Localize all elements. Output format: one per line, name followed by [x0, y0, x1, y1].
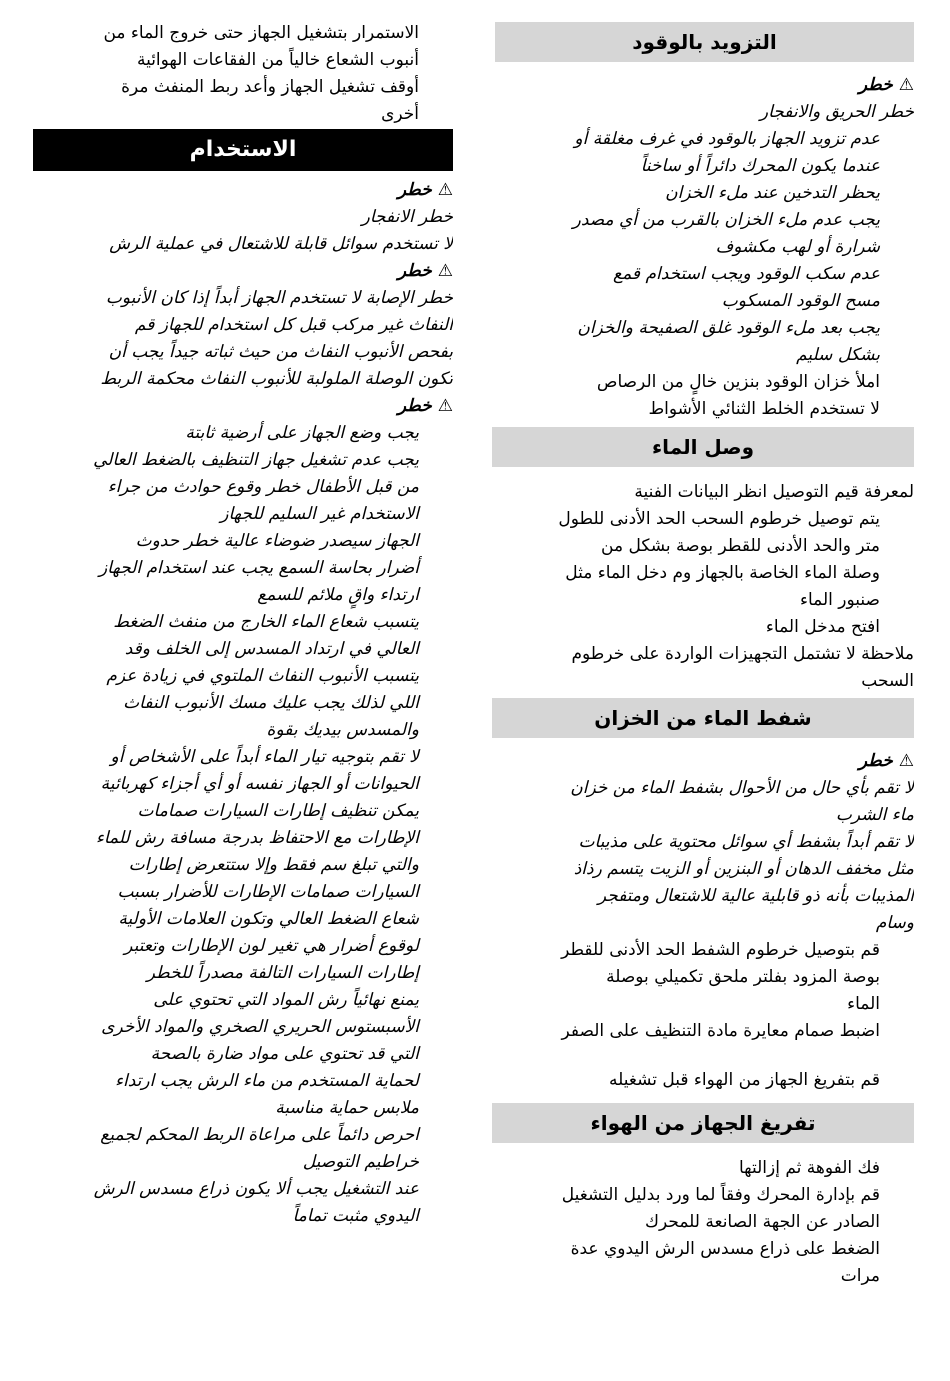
fuel-header: التزويد بالوقود	[495, 22, 914, 62]
usage-line: لا تقم بتوجيه تيار الماء أبداً على الأشخاص أو	[110, 747, 419, 767]
usage-line: خراطيم التوصيل	[302, 1152, 419, 1172]
usage-line: السيارات صمامات الإطارات للأضرار بسبب	[117, 882, 419, 902]
fuel-line: بشكل سليم	[796, 345, 880, 365]
usage-line: بفحص الأنبوب النفاث من حيث ثباته جيداً يجب أن	[108, 342, 453, 362]
usage-line: عند التشغيل يجب ألا يكون ذراع مسدس الرش	[93, 1179, 419, 1199]
water-note-line: ملاحظة لا تشتمل التجهيزات الواردة على خرطوم	[571, 644, 914, 664]
warning-triangle-icon: ⚠	[898, 751, 914, 771]
air-bleed-line: فك الفوهة ثم إزالتها	[738, 1158, 880, 1178]
tank-suction-line: بوصة المزود بفلتر ملحق تكميلي بوصلة	[606, 967, 880, 987]
usage-line: إطارات السيارات التالفة مصدراً للخطر	[146, 963, 419, 983]
tank-suction-warning-label: خطر	[858, 751, 893, 771]
usage-line: احرص دائماً على مراعاة الربط المحكم لجميع	[100, 1125, 419, 1145]
tank-suction-line: مثل مخفف الدهان أو البنزين أو الزيت يتسم رذاذ	[573, 859, 914, 879]
fuel-line: املأ خزان الوقود بنزين خالٍ من الرصاص	[596, 372, 880, 392]
usage-line: يمنع نهائياً رش المواد التي تحتوي على	[153, 990, 419, 1010]
air-bleed-section	[492, 1103, 914, 1290]
warning-triangle-icon: ⚠	[437, 261, 453, 281]
usage-warning-label: خطر	[397, 396, 432, 416]
usage-line: تكون الوصلة الملولبة للأنبوب النفاث محكمة الربط	[100, 369, 453, 389]
usage-section	[33, 129, 453, 1230]
top-text	[33, 20, 453, 128]
fuel-line: عدم تزويد الجهاز بالوقود في غرف مغلقة أو	[574, 129, 880, 149]
fuel-line: يجب بعد ملء الوقود غلق الصفيحة والخزان	[577, 318, 880, 338]
usage-line: العالي في ارتداد المسدس إلى الخلف وقد	[124, 639, 419, 659]
warning-triangle-icon: ⚠	[898, 75, 914, 95]
air-bleed-line: قم بإدارة المحرك وفقاً لما ورد بدليل التشغيل	[561, 1185, 880, 1205]
tank-suction-line: ماء الشرب	[835, 805, 914, 825]
top-line: أخرى	[381, 104, 419, 124]
usage-line: الاستخدام غير السليم للجهاز	[220, 504, 419, 524]
fuel-line: خطر الحريق والانفجار	[759, 102, 914, 122]
usage-line: والتي تبلغ سم فقط وإلا ستتعرض إطارات	[128, 855, 419, 875]
fuel-line: مسح الوقود المسكوب	[721, 291, 880, 311]
usage-line: خطر الإصابة لا تستخدم الجهاز أبداً إذا كان الأنبوب	[105, 288, 453, 308]
tank-suction-line: قم بتفريغ الجهاز من الهواء قبل تشغيله	[609, 1070, 880, 1090]
usage-line: شعاع الضغط العالي وتكون العلامات الأولية	[118, 909, 419, 929]
usage-line: الجهاز سيصدر ضوضاء عالية خطر حدوث	[135, 531, 419, 551]
fuel-warning	[495, 72, 914, 99]
water-line: لمعرفة قيم التوصيل انظر البيانات الفنية	[634, 482, 914, 502]
usage-line: لا تستخدم سوائل قابلة للاشتعال في عملية الرش	[109, 234, 453, 254]
top-line: أنبوب الشعاع خالياً من الفقاعات الهوائية	[136, 50, 419, 70]
usage-warning-label: خطر	[397, 261, 432, 281]
usage-line: التي قد تحتوي على مواد ضارة بالصحة	[150, 1044, 419, 1064]
usage-line: يتسبب شعاع الماء الخارج من منفث الضغط	[113, 612, 419, 632]
tank-suction-section	[492, 698, 914, 1094]
warning-triangle-icon: ⚠	[437, 396, 453, 416]
tank-suction-line: الماء	[847, 994, 880, 1014]
fuel-line: يحظر التدخين عند ملء الخزان	[665, 183, 880, 203]
air-bleed-line: الصادر عن الجهة الصانعة للمحرك	[644, 1212, 880, 1232]
usage-warning-label: خطر	[397, 180, 432, 200]
usage-line: الحيوانات أو الجهاز نفسه أو أي أجزاء كهربائية	[100, 774, 419, 794]
tank-suction-line: لا تقم أبداً بشفط أي سوائل محتوية على مذيبات	[578, 832, 914, 852]
tank-suction-line: لا تقم بأي حال من الأحوال بشفط الماء من خزان	[570, 778, 914, 798]
fuel-line: عدم سكب الوقود ويجب استخدام قمع	[613, 264, 880, 284]
tank-suction-line: قم بتوصيل خرطوم الشفط الحد الأدنى للقطر	[561, 940, 880, 960]
tank-suction-line: وسام	[875, 913, 914, 933]
usage-line: اللي لذلك يجب عليك مسك الأنبوب النفاث	[123, 693, 419, 713]
usage-line: من قبل الأطفال خطر وقوع حوادث من جراء	[107, 477, 419, 497]
usage-line: النفاث غير مركب قبل كل استخدام للجهاز قم	[134, 315, 453, 335]
usage-line: الإطارات مع الاحتفاظ بدرجة مسافة رش للماء	[95, 828, 419, 848]
fuel-section	[495, 22, 914, 423]
water-note-line: السحب	[861, 671, 914, 691]
tank-suction-line: اضبط صمام معايرة مادة التنظيف على الصفر	[561, 1021, 880, 1041]
usage-warning	[33, 393, 453, 420]
water-line: وصلة الماء الخاصة بالجهاز وم دخل الماء مثل	[565, 563, 880, 583]
air-bleed-line: الضغط على ذراع مسدس الرش اليدوي عدة	[570, 1239, 880, 1259]
usage-line: يتسبب الأنبوب النفاث الملتوي في زيادة عزم	[106, 666, 419, 686]
usage-line: والمسدس بيديك بقوة	[266, 720, 419, 740]
tank-suction-warning	[492, 748, 914, 775]
tank-suction-line: المذيبات بأنه ذو قابلية عالية للاشتعال ومتفجر	[597, 886, 914, 906]
fuel-line: يجب عدم ملء الخزان بالقرب من أي مصدر	[572, 210, 880, 230]
usage-line: ارتداء واقٍ ملائم للسمع	[257, 585, 419, 605]
water-line: متر والحد الأدنى للقطر بوصة بشكل من	[601, 536, 880, 556]
water-line: صنبور الماء	[800, 590, 880, 610]
water-line: افتح مدخل الماء	[765, 617, 880, 637]
usage-line: لوقوع أضرار هي تغير لون الإطارات وتعتبر	[124, 936, 419, 956]
usage-line: الأسبستوس الحريري الصخري والمواد الأخرى	[101, 1017, 419, 1037]
usage-line: خطر الانفجار	[361, 207, 453, 227]
air-bleed-line: مرات	[840, 1266, 880, 1286]
usage-line: أضرار بحاسة السمع يجب عند استخدام الجهاز	[98, 558, 419, 578]
water-header: وصل الماء	[492, 427, 914, 467]
air-bleed-header: تفريغ الجهاز من الهواء	[492, 1103, 914, 1143]
tank-suction-header: شفط الماء من الخزان	[492, 698, 914, 738]
warning-triangle-icon: ⚠	[437, 180, 453, 200]
usage-line: يمكن تنظيف إطارات السيارات صمامات	[137, 801, 419, 821]
fuel-line: عندما يكون المحرك دائراً أو ساخناً	[640, 156, 880, 176]
top-line: أوقف تشغيل الجهاز وأعد ربط المنفث مرة	[121, 77, 419, 97]
usage-header: الاستخدام	[33, 129, 453, 171]
usage-line: يجب وضع الجهاز على أرضية ثابتة	[185, 423, 419, 443]
fuel-line: لا تستخدم الخلط الثنائي الأشواط	[648, 399, 880, 419]
usage-line: يجب عدم تشغيل جهاز التنظيف بالضغط العالي	[93, 450, 419, 470]
water-section	[492, 427, 914, 695]
usage-line: ملابس حماية مناسبة	[275, 1098, 419, 1118]
fuel-line: شرارة أو لهب مكشوف	[715, 237, 880, 257]
water-line: يتم توصيل خرطوم السحب الحد الأدنى للطول	[558, 509, 880, 529]
usage-warning	[33, 258, 453, 285]
usage-line: لحماية المستخدم من ماء الرش يجب ارتداء	[115, 1071, 419, 1091]
top-line: الاستمرار بتشغيل الجهاز حتى خروج الماء من	[103, 23, 419, 43]
fuel-warning-label: خطر	[858, 75, 893, 95]
usage-warning	[33, 177, 453, 204]
usage-line: اليدوي مثبت تماماً	[292, 1206, 419, 1226]
